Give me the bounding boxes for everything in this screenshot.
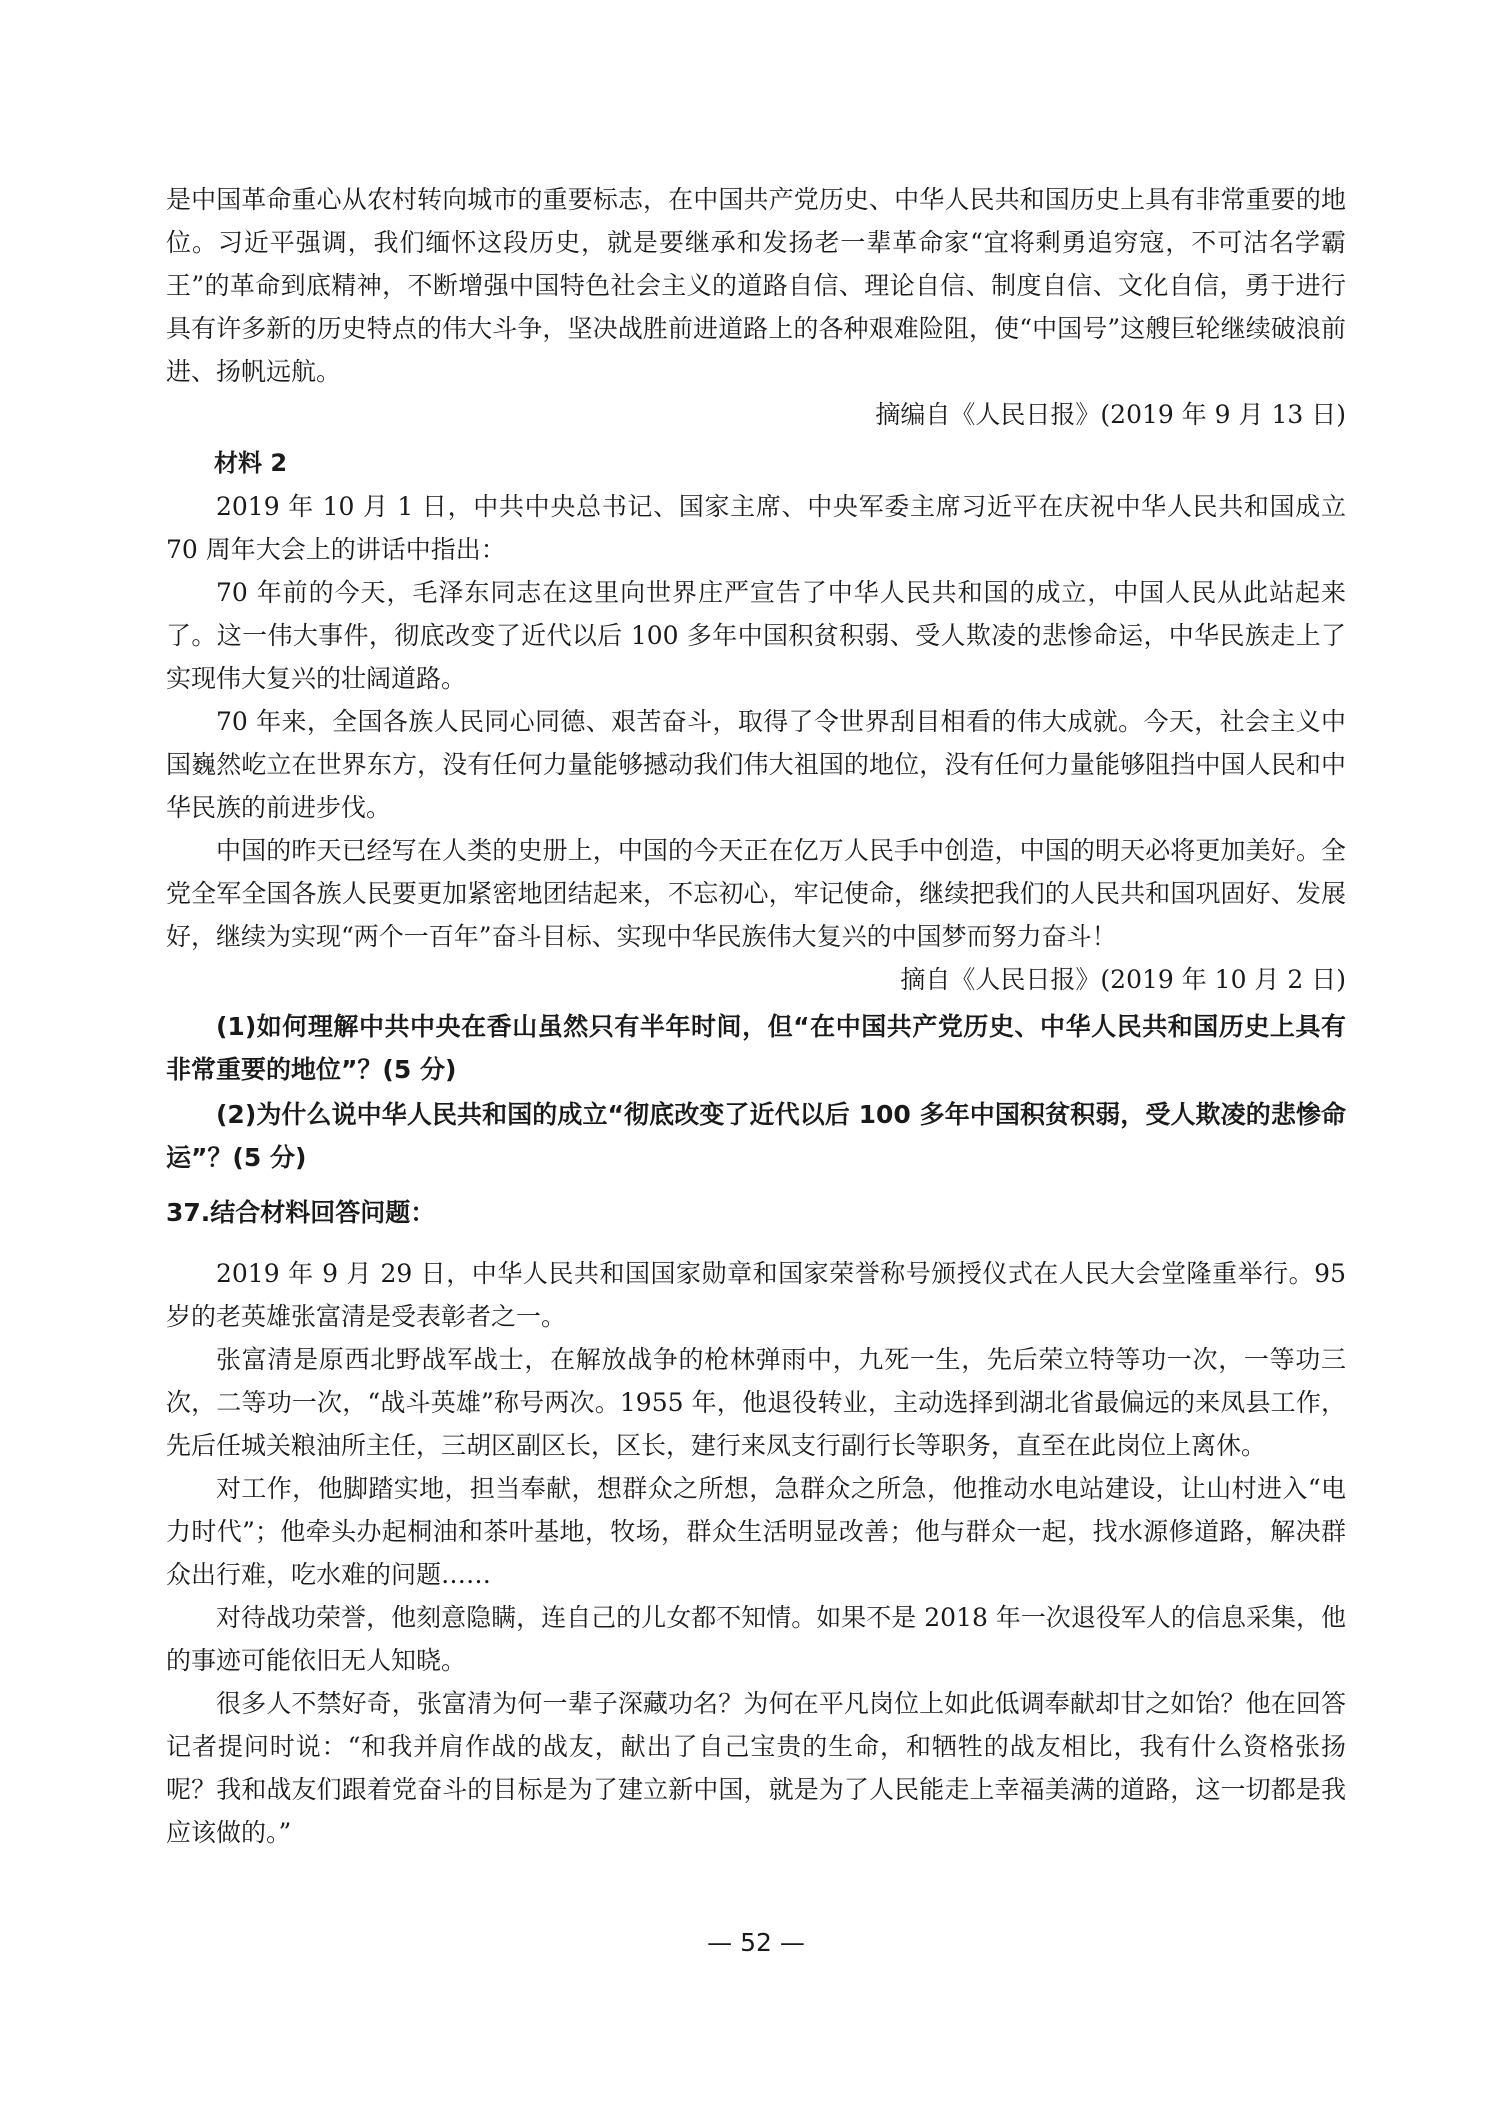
question-2: (2)为什么说中华人民共和国的成立“彻底改变了近代以后 100 多年中国积贫积弱，受人欺凌的悲惨命运”？(5 分)	[166, 1100, 1346, 1172]
question-37-paragraph: 对待战功荣誉，他刻意隐瞒，连自己的儿女都不知情。如果不是 2018 年一次退役军人的信息采集，他的事迹可能依旧无人知晓。	[166, 1603, 1346, 1675]
material1-paragraph: 是中国革命重心从农村转向城市的重要标志，在中国共产党历史、中华人民共和国历史上具有非常重要的地位。习近平强调，我们缅怀这段历史，就是要继承和发扬老一辈革命家“宜将剩勇追穷寇，不可沽名学霸王”的革命到底精神，不断增强中国特色社会主义的道路自信、理论自信、制度自信、文化自信，勇于进行具有许多新的历史特点的伟大斗争，坚决战胜前进道路上的各种艰难险阻，使“中国号”这艘巨轮继续破浪前进、扬帆远航。	[166, 185, 1346, 386]
material1-source: 摘编自《人民日报》(2019 年 9 月 13 日)	[875, 400, 1346, 429]
question-1: (1)如何理解中共中央在香山虽然只有半年时间，但“在中国共产党历史、中华人民共和国历史上具有非常重要的地位”？(5 分)	[166, 1012, 1346, 1084]
page-number: — 52 —	[707, 1928, 805, 1957]
question-37-paragraph: 很多人不禁好奇，张富清为何一辈子深藏功名？为何在平凡岗位上如此低调奉献却甘之如饴？他在回答记者提问时说：“和我并肩作战的战友，献出了自己宝贵的生命，和牺牲的战友相比，我有什么资格张扬呢？我和战友们跟着党奋斗的目标是为了建立新中国，就是为了人民能走上幸福美满的道路，这一切都是我应该做的。”	[166, 1689, 1346, 1847]
material2-paragraph: 2019 年 10 月 1 日，中共中央总书记、国家主席、中央军委主席习近平在庆祝中华人民共和国成立 70 周年大会上的讲话中指出：	[166, 492, 1346, 564]
question-37-paragraph: 对工作，他脚踏实地，担当奉献，想群众之所想，急群众之所急，他推动水电站建设，让山村进入“电力时代”；他牵头办起桐油和茶叶基地，牧场，群众生活明显改善；他与群众一起，找水源修道路，解决群众出行难，吃水难的问题……	[166, 1474, 1346, 1589]
material2-source: 摘自《人民日报》(2019 年 10 月 2 日)	[900, 965, 1346, 994]
material2-paragraph: 中国的昨天已经写在人类的史册上，中国的今天正在亿万人民手中创造，中国的明天必将更加美好。全党全军全国各族人民要更加紧密地团结起来，不忘初心，牢记使命，继续把我们的人民共和国巩固好、发展好，继续为实现“两个一百年”奋斗目标、实现中华民族伟大复兴的中国梦而努力奋斗！	[166, 836, 1346, 951]
material2-paragraph: 70 年前的今天，毛泽东同志在这里向世界庄严宣告了中华人民共和国的成立，中国人民从此站起来了。这一伟大事件，彻底改变了近代以后 100 多年中国积贫积弱、受人欺凌的悲惨命运，中华民族走上了实现伟大复兴的壮阔道路。	[166, 578, 1346, 693]
question-37-title: 37.结合材料回答问题：	[166, 1198, 436, 1227]
question-37-paragraph: 2019 年 9 月 29 日，中华人民共和国国家勋章和国家荣誉称号颁授仪式在人民大会堂隆重举行。95 岁的老英雄张富清是受表彰者之一。	[166, 1259, 1346, 1331]
question-37-paragraph: 张富清是原西北野战军战士，在解放战争的枪林弹雨中，九死一生，先后荣立特等功一次，一等功三次，二等功一次，“战斗英雄”称号两次。1955 年，他退役转业，主动选择到湖北省最偏远的来凤县工作，先后任城关粮油所主任，三胡区副区长，区长，建行来凤支行副行长等职务，直至在此岗位上离休。	[166, 1345, 1346, 1460]
material2-paragraph: 70 年来，全国各族人民同心同德、艰苦奋斗，取得了令世界刮目相看的伟大成就。今天，社会主义中国巍然屹立在世界东方，没有任何力量能够撼动我们伟大祖国的地位，没有任何力量能够阻挡中国人民和中华民族的前进步伐。	[166, 707, 1346, 822]
material2-heading: 材料 2	[214, 449, 288, 477]
page-content	[166, 178, 1346, 1854]
